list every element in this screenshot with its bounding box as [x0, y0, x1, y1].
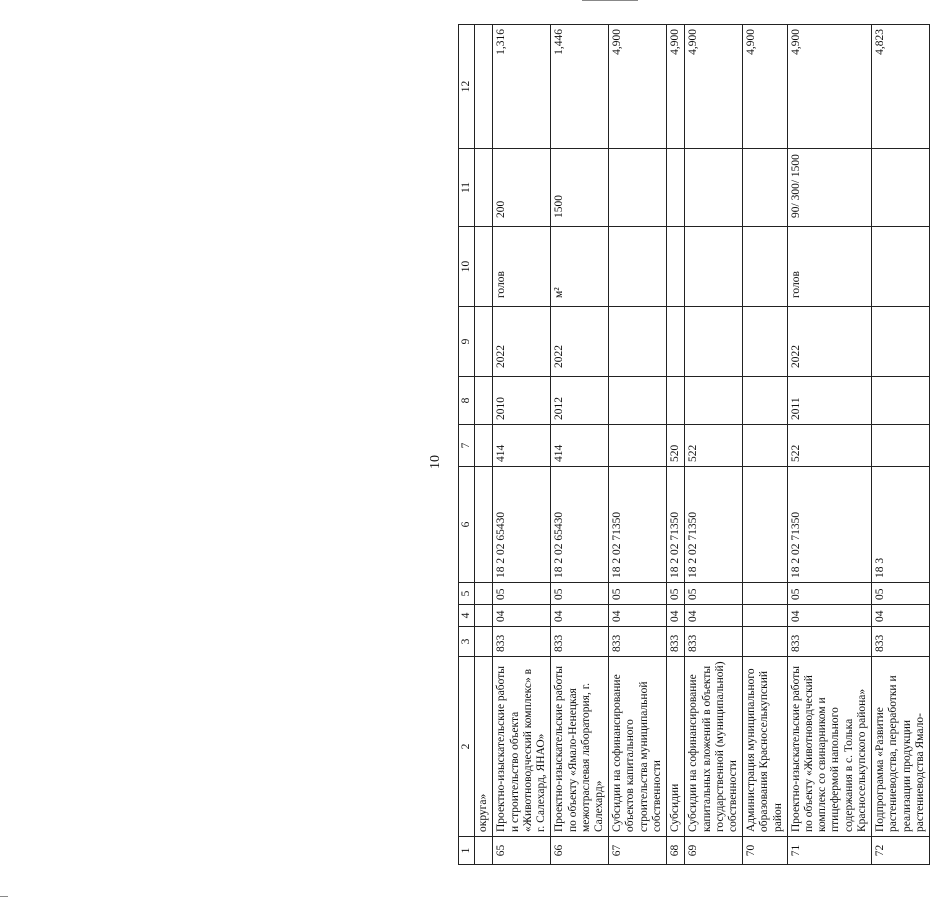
cell-c7: 520	[667, 425, 685, 467]
cell-c3: 833	[685, 627, 743, 657]
table-row	[872, 25, 930, 865]
cell-c11	[743, 149, 788, 227]
cell-c6: 18 2 02 71350	[787, 467, 871, 583]
cell-c10	[667, 227, 685, 307]
name-cell: Субсидии	[667, 657, 685, 837]
cell-c8	[667, 377, 685, 425]
cell-c10: голов	[787, 227, 871, 307]
cell-c5: 05	[685, 583, 743, 605]
table-row	[685, 25, 743, 865]
column-number-row	[459, 25, 475, 865]
cell-c3: 833	[493, 627, 551, 657]
table-row	[787, 25, 871, 865]
cell-c5: 05	[493, 583, 551, 605]
column-header: 4	[459, 605, 475, 627]
column-header: 8	[459, 377, 475, 425]
cell-c12: 4,900	[685, 25, 743, 149]
column-header: 11	[459, 149, 475, 227]
table-row	[667, 25, 685, 865]
cell-c4: 04	[667, 605, 685, 627]
name-cell: Проектно-изыскательские работы и строительство объекта «Животноводческий комплекс» в г. Салехард, ЯНАО»	[493, 657, 551, 837]
cell-c6: 18 2 02 71350	[685, 467, 743, 583]
cell-c9: 2022	[551, 307, 609, 377]
data-table	[458, 24, 930, 865]
cell-c8	[609, 377, 667, 425]
column-header: 9	[459, 307, 475, 377]
cell-c10	[743, 227, 788, 307]
cell-c6: 18 3	[872, 467, 930, 583]
cell-c4: 04	[551, 605, 609, 627]
column-header: 2	[459, 657, 475, 837]
cell-c5	[743, 583, 788, 605]
table-row	[493, 25, 551, 865]
cell-c10	[872, 227, 930, 307]
column-header: 3	[459, 627, 475, 657]
column-header: 6	[459, 467, 475, 583]
row-number-cell: 70	[743, 837, 788, 865]
cell-c12: 4,900	[743, 25, 788, 149]
cell-c10: голов	[493, 227, 551, 307]
cell-c9	[685, 307, 743, 377]
name-cell: Проектно-изыскательские работы по объекту «Животноводческий комплекс со свинарником и птицефермой напольного содержания в с. Толька Красноселькупского района»	[787, 657, 871, 837]
cell-c12: 4,900	[787, 25, 871, 149]
column-header: 7	[459, 425, 475, 467]
page-number: 10	[428, 455, 443, 469]
cell-c5: 05	[872, 583, 930, 605]
cell-c11: 1500	[551, 149, 609, 227]
table-row	[743, 25, 788, 865]
name-cell: Субсидии на софинансирование капитальных вложений в объекты государственной (муниципальной) собственности	[685, 657, 743, 837]
row-number-cell: 66	[551, 837, 609, 865]
cell-c9: 2022	[493, 307, 551, 377]
cell-c4: 04	[609, 605, 667, 627]
cell-c6: 18 2 02 71350	[667, 467, 685, 583]
cell-c9	[667, 307, 685, 377]
cell-c7: 522	[787, 425, 871, 467]
table-row	[475, 25, 493, 865]
cell-c11	[609, 149, 667, 227]
cell-c12: 1,316	[493, 25, 551, 149]
cell-c12: 4,900	[609, 25, 667, 149]
column-header: 12	[459, 25, 475, 149]
cell-c6: 18 2 02 65430	[551, 467, 609, 583]
cell-c8: 2012	[551, 377, 609, 425]
cell-c7	[743, 425, 788, 467]
cell-c8	[685, 377, 743, 425]
cell-c6: 18 2 02 65430	[493, 467, 551, 583]
row-number-cell: 65	[493, 837, 551, 865]
cell-c9	[609, 307, 667, 377]
cell-c7: 414	[493, 425, 551, 467]
cell-c11	[685, 149, 743, 227]
column-header: 10	[459, 227, 475, 307]
cell-c8	[872, 377, 930, 425]
cell-c9	[743, 307, 788, 377]
cell-c6: 18 2 02 71350	[609, 467, 667, 583]
cell-c3: 833	[609, 627, 667, 657]
cell-c3: 833	[787, 627, 871, 657]
cell-c7: 522	[685, 425, 743, 467]
cell-c7	[609, 425, 667, 467]
name-cell: Проектно-изыскательские работы по объекту «Ямало-Ненецкая межотраслевая лаборатория, г. Салехард»	[551, 657, 609, 837]
cell-c10	[685, 227, 743, 307]
row-number-cell: 72	[872, 837, 930, 865]
cell-c3: 833	[551, 627, 609, 657]
row-number-cell	[475, 837, 493, 865]
cell-c5: 05	[551, 583, 609, 605]
cell-c7	[872, 425, 930, 467]
cell-c5: 05	[787, 583, 871, 605]
row-number-cell: 69	[685, 837, 743, 865]
cell-c5: 05	[667, 583, 685, 605]
cell-c4: 04	[872, 605, 930, 627]
cell-c12: 4,900	[667, 25, 685, 149]
cell-c8: 2011	[787, 377, 871, 425]
cell-c3: 833	[872, 627, 930, 657]
cell-c9	[872, 307, 930, 377]
cell-c8	[743, 377, 788, 425]
row-number-cell: 67	[609, 837, 667, 865]
cell-c4: 04	[787, 605, 871, 627]
cell-c4: 04	[685, 605, 743, 627]
cell-c11	[667, 149, 685, 227]
cell-c5: 05	[609, 583, 667, 605]
cell-c10: м²	[551, 227, 609, 307]
row-number-cell: 68	[667, 837, 685, 865]
name-cell: Субсидии на софинансирование объектов капитального строительства муниципальной собственности	[609, 657, 667, 837]
column-header: 1	[459, 837, 475, 865]
cell-c6	[743, 467, 788, 583]
table-row	[551, 25, 609, 865]
column-header: 5	[459, 583, 475, 605]
name-cell: округа»	[475, 657, 493, 837]
cell-c12: 1,446	[551, 25, 609, 149]
table-row	[609, 25, 667, 865]
cell-c9: 2022	[787, 307, 871, 377]
cell-c11: 200	[493, 149, 551, 227]
name-cell: Администрация муниципального образования Красноселькупский район	[743, 657, 788, 837]
cell-c4	[743, 605, 788, 627]
cell-c11	[872, 149, 930, 227]
name-cell: Подпрограмма «Развитие растениеводства, переработки и реализации продукции растениеводства Ямало-	[872, 657, 930, 837]
cell-c8: 2010	[493, 377, 551, 425]
cell-c3: 833	[667, 627, 685, 657]
cell-c12: 4,823	[872, 25, 930, 149]
cell-c7: 414	[551, 425, 609, 467]
cell-c4: 04	[493, 605, 551, 627]
cell-c11: 90/ 300/ 1500	[787, 149, 871, 227]
cell-c10	[609, 227, 667, 307]
row-number-cell: 71	[787, 837, 871, 865]
cell-c3	[743, 627, 788, 657]
